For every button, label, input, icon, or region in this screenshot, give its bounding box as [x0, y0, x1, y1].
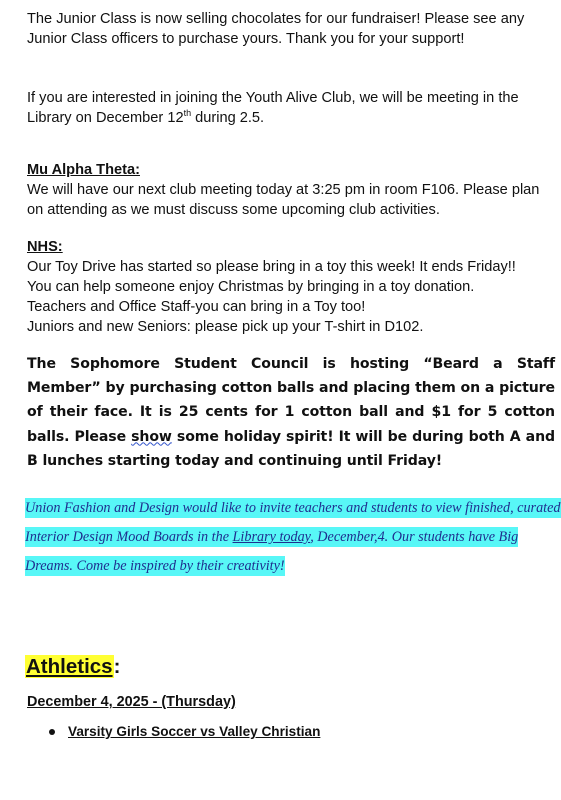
athletics-event-list — [49, 722, 320, 742]
union-fashion-highlight — [25, 498, 561, 576]
nhs-heading: NHS: — [27, 239, 63, 255]
nhs-line: Teachers and Office Staff-you can bring in a Toy too! — [27, 299, 366, 315]
bullet-icon — [49, 729, 55, 735]
nhs-line: You can help someone enjoy Christmas by bringing in a toy donation. — [27, 279, 475, 295]
athletics-heading — [25, 653, 120, 681]
athletics-event-text: Varsity Girls Soccer vs Valley Christian — [68, 724, 321, 739]
sophomore-council-text-end: some holiday spirit! It will be during both A and B lunches starting today and continuing until Friday! — [27, 428, 555, 469]
nhs-section — [27, 237, 552, 337]
athletics-heading-colon: : — [113, 655, 121, 678]
mu-alpha-theta-text: We will have our next club meeting today at 3:25 pm in room F106. Please plan on attending as we must discuss some upcoming club activities. — [27, 182, 540, 218]
mu-alpha-theta-heading: Mu Alpha Theta: — [27, 162, 140, 178]
library-link[interactable]: Library today — [232, 529, 311, 545]
nhs-line: Juniors and new Seniors: please pick up your T-shirt in D102. — [27, 319, 424, 335]
athletics-date: December 4, 2025 - (Thursday) — [27, 694, 236, 710]
ordinal-suffix: th — [183, 108, 192, 119]
athletics-event — [49, 722, 320, 742]
nhs-line: Our Toy Drive has started so please bring in a toy this week! It ends Friday!! — [27, 259, 516, 275]
spellcheck-flagged-word[interactable]: show — [131, 428, 172, 445]
junior-class-announcement — [27, 9, 552, 49]
youth-alive-text: If you are interested in joining the Youth Alive Club, we will be meeting in the Library on December 12 — [27, 90, 519, 126]
junior-class-text: The Junior Class is now selling chocolates for our fundraiser! Please see any Junior Class officers to purchase yours. Thank you for your support! — [27, 11, 525, 47]
youth-alive-announcement — [27, 88, 552, 128]
union-fashion-text: Union Fashion and Design would like to invite teachers and students to view finished, curated Interior Design Mood Boards in the — [25, 500, 561, 545]
youth-alive-text-end: during 2.5. — [191, 110, 265, 126]
sophomore-council-text: The Sophomore Student Council is hosting “Beard a Staff Member” by purchasing cotton balls and placing them on a picture of their face. It is 25 cents for 1 cotton ball and $1 for 5 cotton balls. Please — [27, 356, 555, 445]
union-fashion-announcement — [25, 494, 561, 581]
sophomore-council-announcement — [27, 352, 555, 473]
athletics-heading-text: Athletics — [26, 655, 113, 678]
union-fashion-text-end: , December,4. Our students have Big Dreams. Come be inspired by their creativity! — [25, 529, 519, 574]
mu-alpha-theta-section — [27, 160, 552, 220]
